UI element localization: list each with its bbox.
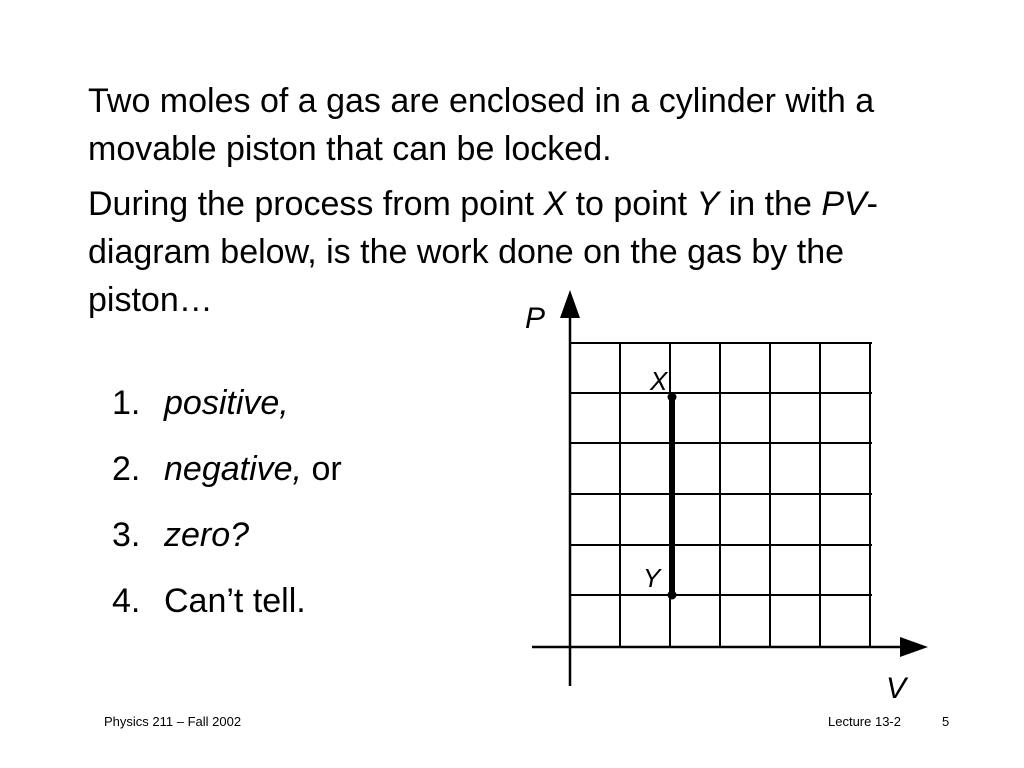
footer-lecture: Lecture 13-2 bbox=[828, 714, 901, 729]
question-part1: During the process from point bbox=[88, 185, 544, 223]
question-part4: -diagram below, is the work done on the gas by the piston… bbox=[88, 185, 878, 319]
choice-number: 4. bbox=[112, 582, 141, 620]
intro-text: Two moles of a gas are enclosed in a cylinder with a movable piston that can be locked. bbox=[88, 82, 875, 168]
choice-number: 3. bbox=[112, 516, 141, 554]
choice-text-italic: positive, bbox=[164, 384, 289, 422]
choice-suffix: Can’t tell. bbox=[164, 582, 306, 620]
choice-text-italic: zero? bbox=[164, 516, 250, 554]
choice-number: 2. bbox=[112, 450, 141, 488]
point-x-marker bbox=[668, 393, 677, 402]
footer-page-number: 5 bbox=[942, 714, 950, 729]
point-y-marker bbox=[668, 591, 677, 600]
choice-number: 1. bbox=[112, 384, 141, 422]
y-axis-label: P bbox=[525, 302, 546, 335]
question-part2: to point bbox=[566, 185, 697, 223]
point-y-label: Y bbox=[643, 563, 661, 593]
choice-suffix: or bbox=[302, 450, 342, 488]
x-axis-arrow bbox=[900, 637, 928, 657]
grid bbox=[570, 343, 872, 647]
x-axis-label: V bbox=[886, 672, 907, 705]
question-point-x: X bbox=[543, 185, 567, 223]
y-axis-arrow bbox=[560, 290, 580, 318]
choice-text-italic: negative, bbox=[164, 450, 302, 488]
question-point-y: Y bbox=[696, 185, 720, 223]
question-part3: in the bbox=[719, 185, 822, 223]
footer-course: Physics 211 – Fall 2002 bbox=[104, 714, 242, 729]
point-x-label: X bbox=[650, 366, 668, 396]
question-pv: PV bbox=[821, 185, 867, 223]
